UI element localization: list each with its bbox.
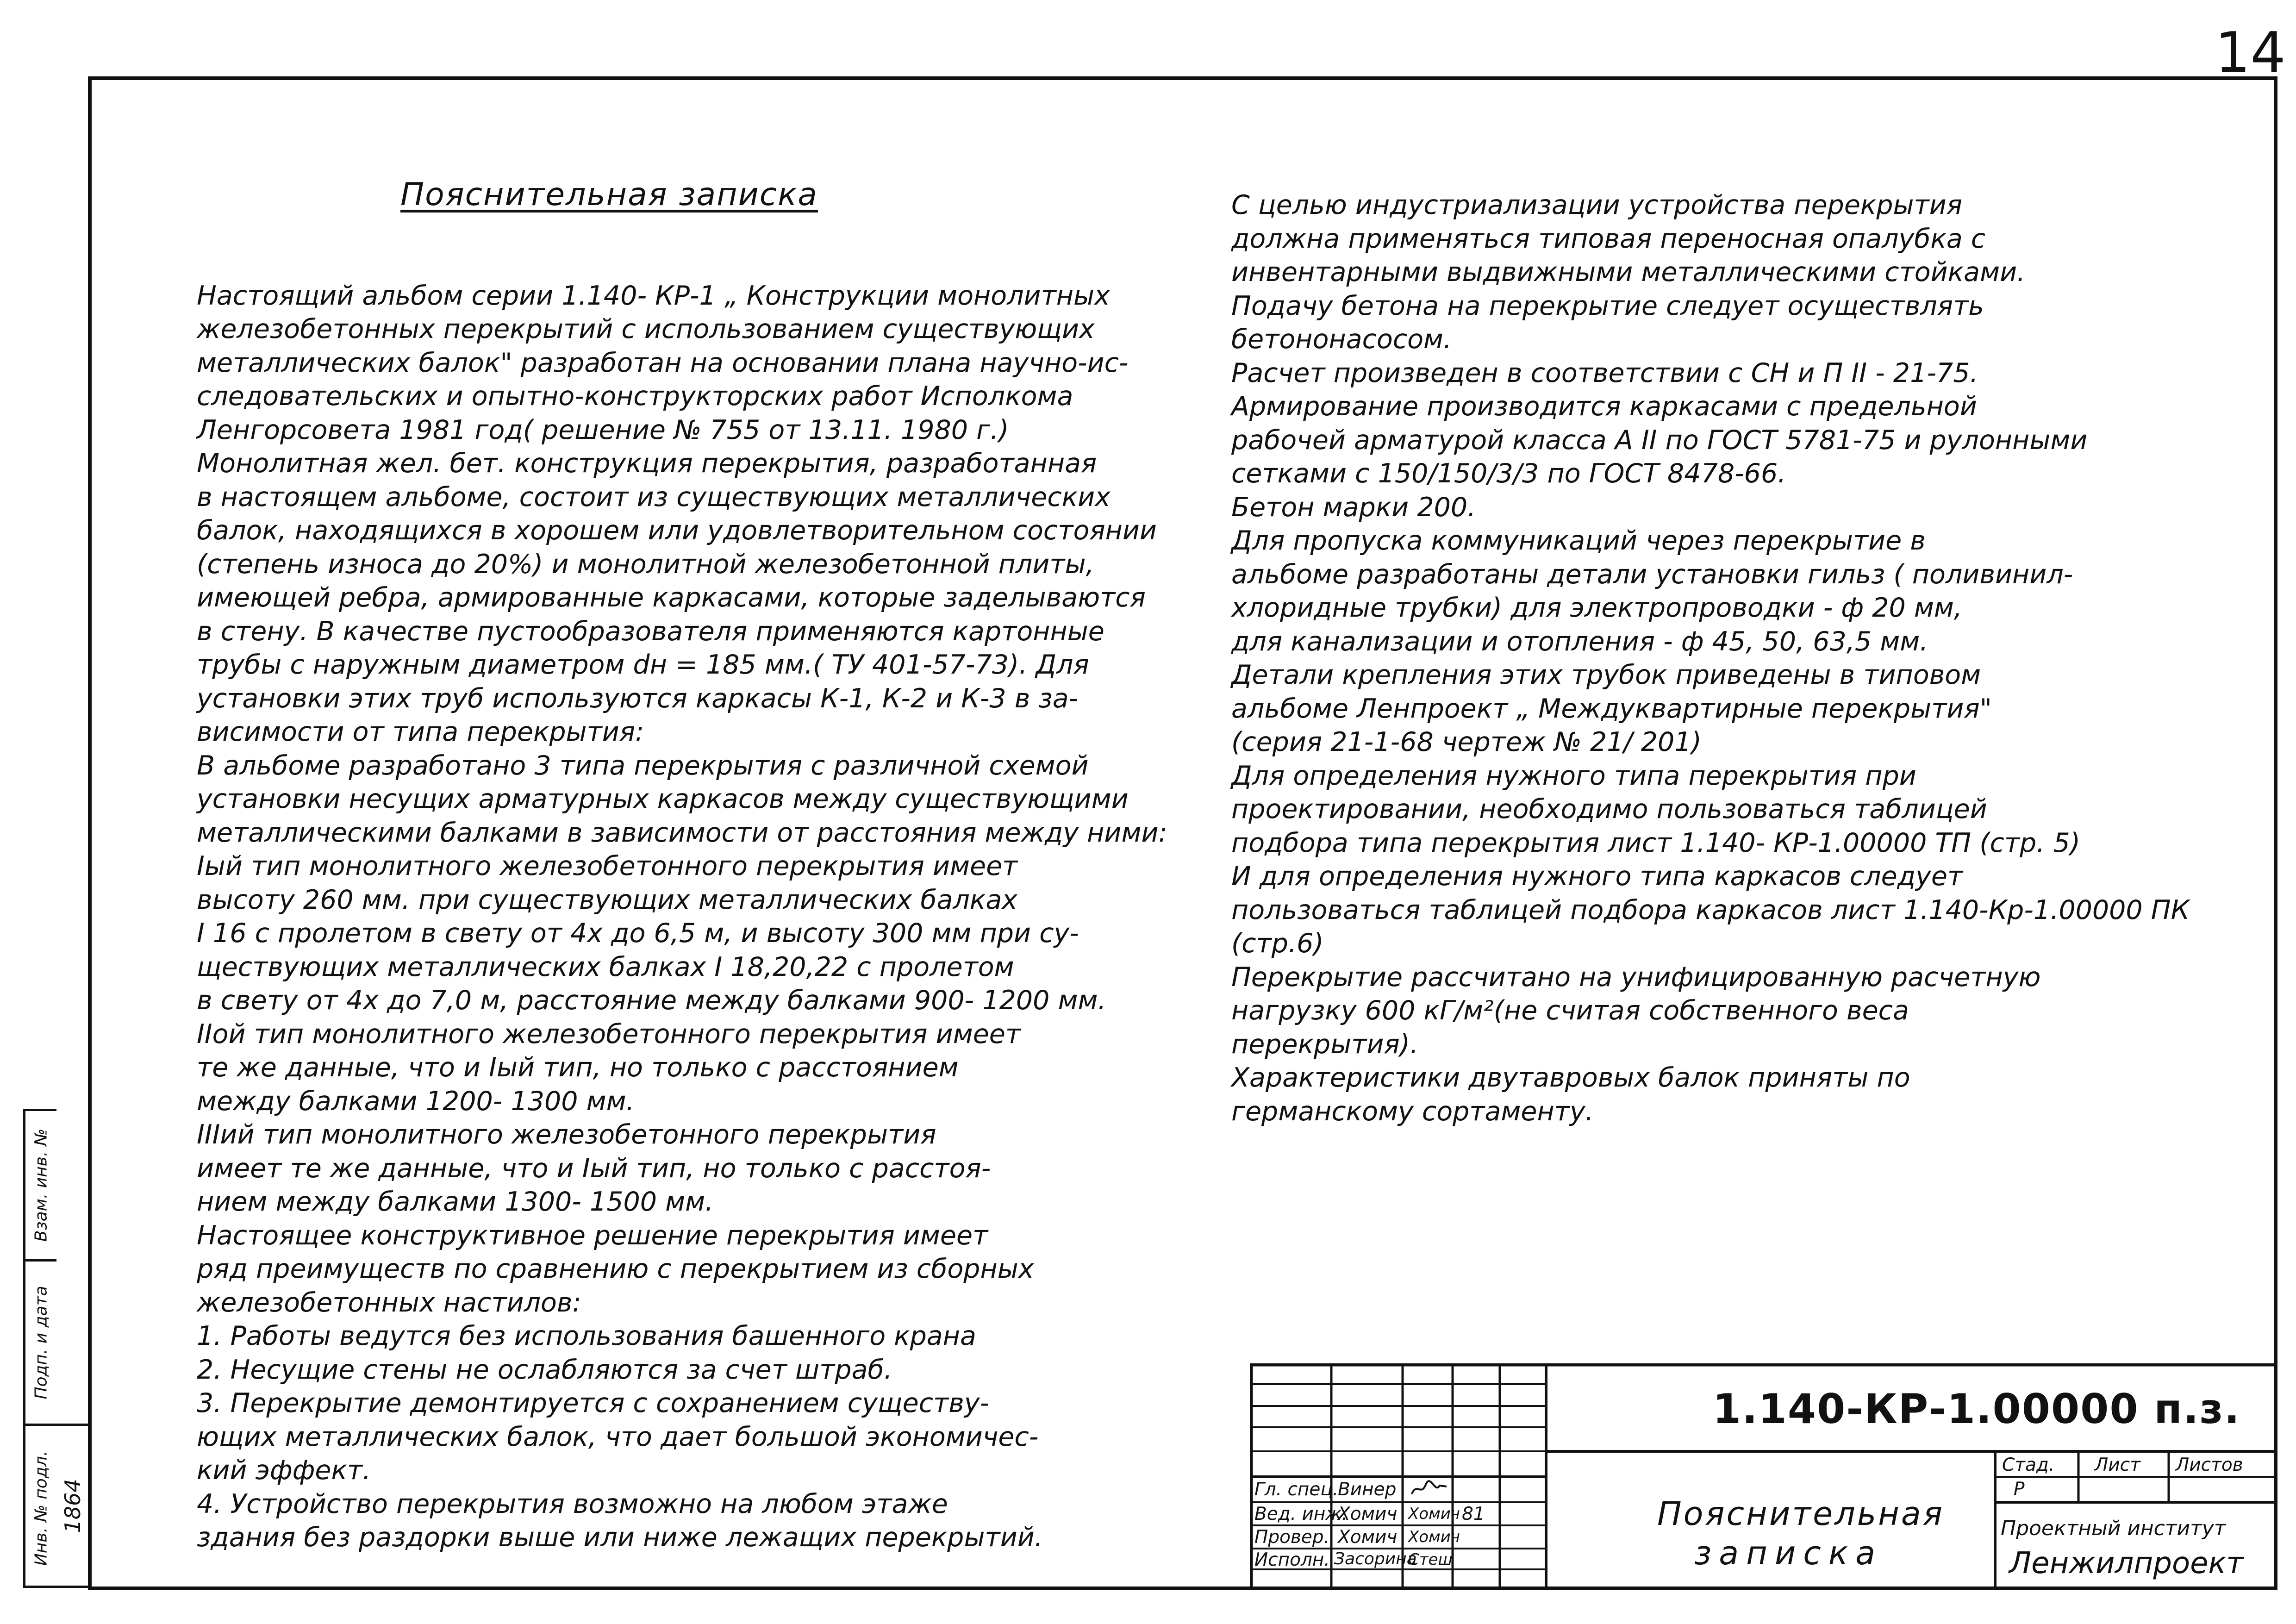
side-stamp-inventory-number: 1864 <box>56 1424 91 1588</box>
text-line: Ленгорсовета 1981 год( решение № 755 от 13.11. 1980 г.) <box>197 414 1009 445</box>
text-line: С целью индустриализации устройства перекрытия <box>1231 190 1963 220</box>
text-line: ющих металлических балок, что дает большой экономичес- <box>197 1421 1039 1452</box>
text-line: Подачу бетона на перекрытие следует осуществлять <box>1231 290 1984 321</box>
signature-ispoln: Стеш <box>1408 1550 1453 1569</box>
sheet-header: Лист <box>2095 1455 2140 1475</box>
stage-header: Стад. <box>2002 1455 2055 1475</box>
side-stamp <box>23 1109 56 1588</box>
text-line: Бетон марки 200. <box>1231 492 1476 523</box>
text-line: здания без раздорки выше или ниже лежащих перекрытий. <box>197 1522 1043 1553</box>
text-line: (степень износа до 20%) и монолитной железобетонной плиты, <box>197 549 1094 580</box>
text-line: Настоящее конструктивное решение перекрытия имеет <box>197 1220 988 1251</box>
year: 81 <box>1462 1504 1485 1524</box>
text-line: рабочей арматурой класса А II по ГОСТ 5781-75 и рулонными <box>1231 425 2088 456</box>
text-line: для канализации и отопления - ф 45, 50, 63,5 мм. <box>1231 626 1928 657</box>
text-line: Монолитная жел. бет. конструкция перекрытия, разработанная <box>197 448 1097 479</box>
name-ved-inzh: Хомич <box>1338 1504 1398 1524</box>
right-text-column <box>1231 121 2190 1162</box>
left-lines <box>197 279 1167 1555</box>
text-line: И для определения нужного типа каркасов следует <box>1231 861 1963 892</box>
text-line: 3. Перекрытие демонтируется с сохранением существу- <box>197 1388 990 1418</box>
signature-ved-inzh: Хомич <box>1408 1505 1460 1523</box>
text-line: 4. Устройство перекрытия возможно на любом этаже <box>197 1488 948 1519</box>
text-line: железобетонных перекрытий с использованием существующих <box>197 314 1095 344</box>
document-title-line2: записка <box>1694 1534 1883 1572</box>
role-prover: Провер. <box>1254 1527 1330 1548</box>
organization-line2: Ленжилпроект <box>2009 1546 2244 1580</box>
text-line: висимости от типа перекрытия: <box>197 717 644 747</box>
text-line: нагрузку 600 кГ/м²(не считая собственного веса <box>1231 995 1909 1026</box>
text-line: те же данные, что и Iый тип, но только с расстоянием <box>197 1052 959 1083</box>
role-gl-spec: Гл. спец. <box>1254 1479 1339 1500</box>
stage-value: Р <box>2014 1479 2025 1499</box>
text-line: Армирование производится каркасами с предельной <box>1231 391 1977 422</box>
document-title-line1: Пояснительная <box>1657 1495 1944 1533</box>
text-line: Детали крепления этих трубок приведены в типовом <box>1231 660 1981 690</box>
text-line: альбоме Ленпроект „ Междуквартирные перекрытия" <box>1231 693 1992 724</box>
organization-line1: Проектный институт <box>2001 1517 2226 1540</box>
text-line: Iый тип монолитного железобетонного перекрытия имеет <box>197 851 1018 881</box>
text-line: германскому сортаменту. <box>1231 1096 1594 1127</box>
text-line: (серия 21-1-68 чертеж № 21/ 201) <box>1231 727 1702 757</box>
side-cell-signature-date: Подп. и дата <box>25 1262 56 1426</box>
name-ispoln: Засорина <box>1334 1549 1417 1568</box>
text-line: Расчет произведен в соответствии с СН и П II - 21-75. <box>1231 357 1978 388</box>
text-line: установки несущих арматурных каркасов между существующими <box>197 784 1129 814</box>
text-line: ществующих металлических балках I 18,20,22 с пролетом <box>197 951 1014 982</box>
title-block <box>1250 1363 2277 1590</box>
text-line: Для пропуска коммуникаций через перекрытие в <box>1231 525 1926 556</box>
text-line: (стр.6) <box>1231 928 1324 959</box>
text-line: Настоящий альбом серии 1.140- КР-1 „ Конструкции монолитных <box>197 280 1110 311</box>
text-line: В альбоме разработано 3 типа перекрытия с различной схемой <box>197 750 1089 781</box>
signature-prover: Хомич <box>1408 1528 1460 1546</box>
text-line: в свету от 4х до 7,0 м, расстояние между балками 900- 1200 мм. <box>197 985 1106 1016</box>
text-line: 1. Работы ведутся без использования башенного крана <box>197 1321 976 1351</box>
text-line: железобетонных настилов: <box>197 1287 581 1318</box>
text-line: имеет те же данные, что и Iый тип, но только с расстоя- <box>197 1153 991 1184</box>
name-gl-spec: Винер <box>1338 1479 1397 1500</box>
text-line: металлических балок" разработан на основании плана научно-ис- <box>197 347 1129 378</box>
text-line: нием между балками 1300- 1500 мм. <box>197 1187 714 1217</box>
document-heading: Пояснительная записка <box>400 176 818 213</box>
text-line: Характеристики двутавровых балок приняты по <box>1231 1062 1910 1093</box>
text-line: металлическими балками в зависимости от расстояния между ними: <box>197 817 1167 848</box>
left-text-column <box>197 111 1167 1588</box>
text-line: Перекрытие рассчитано на унифицированную расчетную <box>1231 962 2041 993</box>
text-line: ряд преимуществ по сравнению с перекрытием из сборных <box>197 1254 1034 1284</box>
sheets-header: Листов <box>2176 1455 2243 1475</box>
text-line: в настоящем альбоме, состоит из существующих металлических <box>197 481 1111 512</box>
text-line: следовательских и опытно-конструкторских работ Исполкома <box>197 381 1073 412</box>
side-cell-replacement: Взам. инв. № <box>25 1111 56 1262</box>
text-line: IIIий тип монолитного железобетонного перекрытия <box>197 1119 936 1150</box>
text-line: должна применяться типовая переносная опалубка с <box>1231 223 1986 254</box>
text-line: высоту 260 мм. при существующих металлических балках <box>197 884 1018 915</box>
text-line: балок, находящихся в хорошем или удовлетворительном состоянии <box>197 515 1157 546</box>
text-line: между балками 1200- 1300 мм. <box>197 1086 635 1117</box>
text-line: перекрытия). <box>1231 1029 1419 1060</box>
text-line: I 16 с пролетом в свету от 4х до 6,5 м, и высоту 300 мм при су- <box>197 918 1079 949</box>
text-line: подбора типа перекрытия лист 1.140- КР-1.00000 ТП (стр. 5) <box>1231 827 2080 858</box>
text-line: Для определения нужного типа перекрытия при <box>1231 760 1916 791</box>
right-lines <box>1231 188 2190 1128</box>
sheet-number: 14 <box>2215 21 2286 85</box>
side-cell-original-inventory: Инв. № подл. <box>31 1450 50 1566</box>
name-prover: Хомич <box>1338 1527 1398 1548</box>
text-line: имеющей ребра, армированные каркасами, которые заделываются <box>197 582 1146 613</box>
text-line: трубы с наружным диаметром dн = 185 мм.( ТУ 401-57-73). Для <box>197 650 1089 680</box>
text-line: 2. Несущие стены не ослабляются за счет штраб. <box>197 1354 892 1385</box>
text-line: в стену. В качестве пустообразователя применяются картонные <box>197 616 1104 647</box>
text-line: бетононасосом. <box>1231 324 1452 355</box>
text-line: установки этих труб используются каркасы К-1, К-2 и К-3 в за- <box>197 683 1079 714</box>
text-line: инвентарными выдвижными металлическими стойками. <box>1231 257 2026 287</box>
role-ved-inzh: Вед. инж. <box>1254 1504 1348 1524</box>
role-ispoln: Исполн. <box>1254 1549 1330 1570</box>
text-line: IIой тип монолитного железобетонного перекрытия имеет <box>197 1018 1021 1049</box>
text-line: кий эффект. <box>197 1455 371 1486</box>
text-line: альбоме разработаны детали установки гильз ( поливинил- <box>1231 559 2073 590</box>
document-code: 1.140-КР-1.00000 п.з. <box>1713 1385 2241 1433</box>
text-line: пользоваться таблицей подбора каркасов лист 1.140-Кр-1.00000 ПК <box>1231 894 2190 925</box>
text-line: хлоридные трубки) для электропроводки - ф 20 мм, <box>1231 593 1963 623</box>
signature-gl-spec <box>1410 1480 1449 1499</box>
text-line: сетками с 150/150/3/3 по ГОСТ 8478-66. <box>1231 458 1786 489</box>
text-line: проектировании, необходимо пользоваться таблицей <box>1231 794 1987 824</box>
